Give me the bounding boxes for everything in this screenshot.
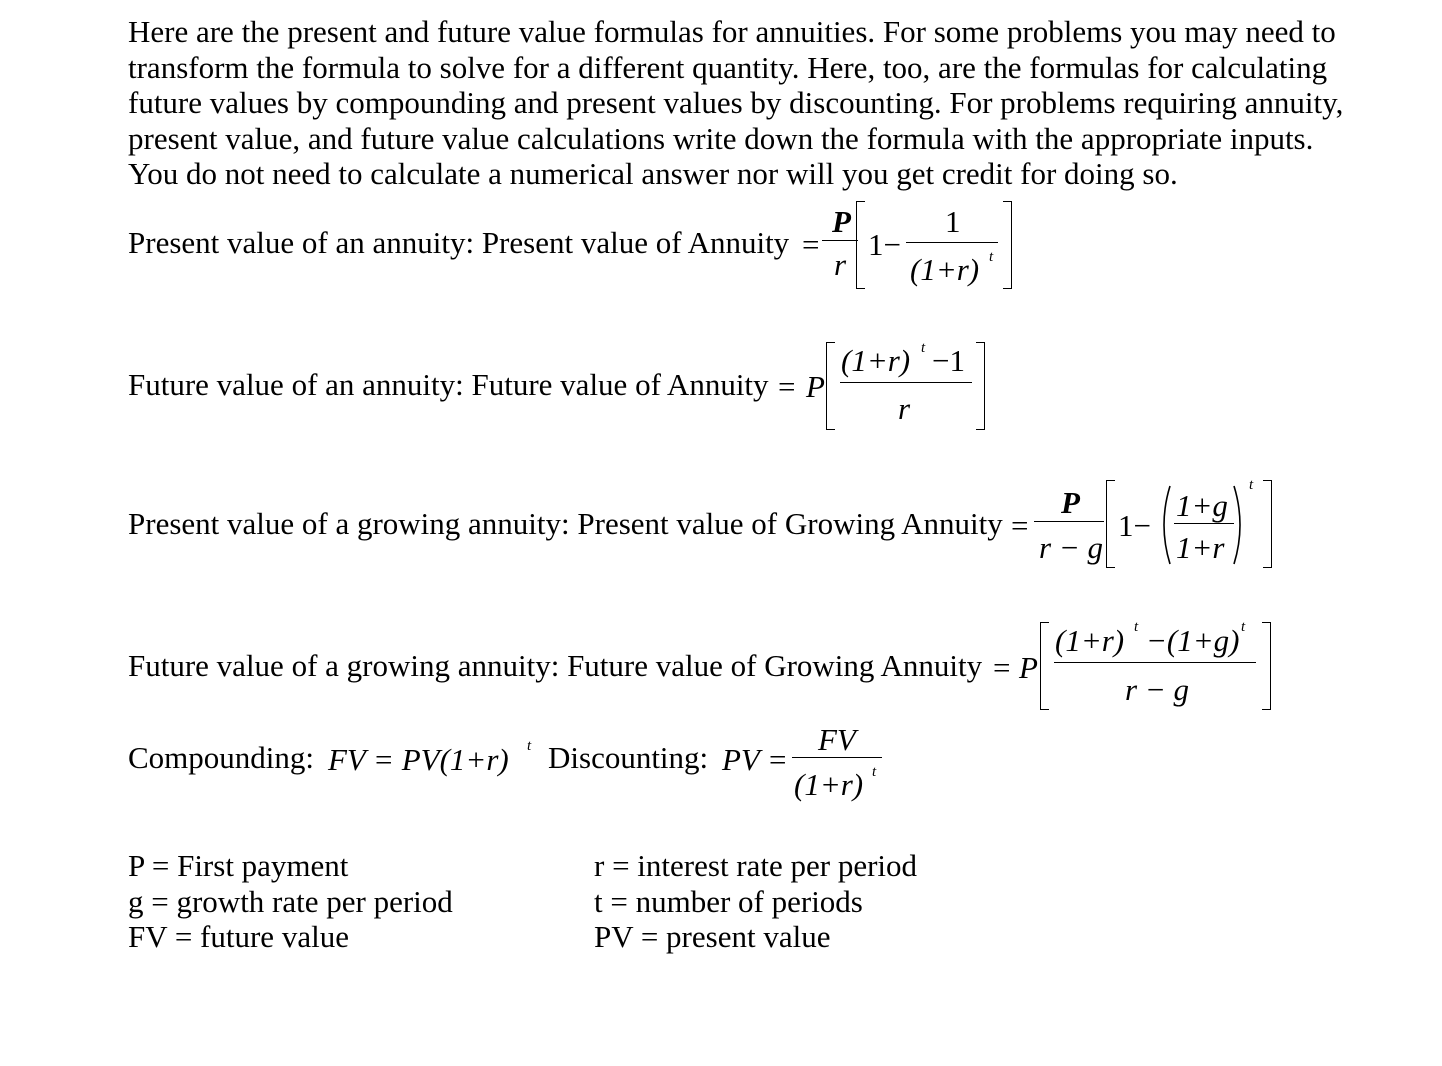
right-paren <box>1232 484 1248 566</box>
fraction-bar <box>840 382 972 383</box>
intro-line: future values by compounding and present values by discounting. For problems requiring annuity, <box>128 85 1344 121</box>
fraction-denominator: r − g <box>1039 530 1103 565</box>
left-bracket <box>856 201 865 289</box>
discounting-denominator: (1+r) <box>794 767 864 802</box>
numerator-base: (1+r) <box>841 343 911 378</box>
intro-line: transform the formula to solve for a different quantity. Here, too, are the formulas for calculating <box>128 49 1328 85</box>
definition-item: PV = present value <box>594 919 831 955</box>
right-bracket <box>1263 480 1272 568</box>
definitions-right <box>594 848 917 955</box>
fraction-bar <box>822 240 858 241</box>
discounting-lhs: PV = <box>722 742 788 777</box>
right-bracket <box>976 342 985 430</box>
intro-paragraph <box>128 14 1388 192</box>
compounding-exponent: t <box>527 738 532 754</box>
fraction-bar <box>1054 662 1256 663</box>
fv-growing-annuity-label: Future value of a growing annuity: Future value of Growing Annuity <box>128 648 983 683</box>
inner-denominator: (1+r) <box>910 252 980 287</box>
discounting-exponent: t <box>872 764 877 780</box>
intro-line: present value, and future value calculations write down the formula with the appropriate inputs. <box>128 120 1314 156</box>
intro-line: You do not need to calculate a numerical answer nor will you get credit for doing so. <box>128 156 1178 192</box>
fraction-numerator: P <box>1061 485 1080 520</box>
definition-item: FV = future value <box>128 919 349 955</box>
pv-annuity-label: Present value of an annuity: Present value of Annuity <box>128 225 790 260</box>
intro-line: Here are the present and future value formulas for annuities. For some problems you may need to <box>128 14 1336 49</box>
fraction-bar <box>1034 521 1104 522</box>
equals-sign: = <box>778 369 796 404</box>
inner-numerator: 1 <box>945 204 961 239</box>
definition-item: P = First payment <box>128 848 349 883</box>
coefficient: P <box>1019 650 1038 685</box>
pv-growing-annuity-label: Present value of a growing annuity: Present value of Growing Annuity <box>128 506 1003 541</box>
discounting-numerator: FV <box>818 722 856 757</box>
inner-numerator: 1+g <box>1176 488 1228 523</box>
numerator-tail: −1 <box>932 343 965 378</box>
right-bracket <box>1262 622 1271 710</box>
inner-fraction-bar <box>1174 523 1234 524</box>
left-bracket <box>1106 480 1115 568</box>
numerator-term-b: −(1+g) <box>1146 623 1240 658</box>
exponent: t <box>1249 477 1254 493</box>
equals-sign: = <box>1011 508 1029 543</box>
right-bracket <box>1003 201 1012 289</box>
fv-annuity-label: Future value of an annuity: Future value of Annuity <box>128 367 769 402</box>
fraction-numerator: P <box>832 204 851 239</box>
left-paren <box>1156 484 1172 566</box>
numerator-term-a: (1+r) <box>1055 623 1125 658</box>
definitions-left <box>128 848 453 955</box>
compounding-expression: FV = PV(1+r) <box>328 742 509 777</box>
exponent: t <box>989 249 994 265</box>
left-bracket <box>826 342 835 430</box>
equals-sign: = <box>993 650 1011 685</box>
fraction-denominator: r <box>834 247 847 282</box>
fraction-bar <box>792 757 882 758</box>
compounding-label: Compounding: <box>128 740 315 775</box>
exponent-b: t <box>1241 619 1246 635</box>
definition-item: r = interest rate per period <box>594 848 918 883</box>
coefficient: P <box>806 369 825 404</box>
denominator: r <box>898 391 911 426</box>
denominator: r − g <box>1125 672 1189 707</box>
one-minus: 1− <box>1118 508 1151 543</box>
exponent: t <box>921 340 926 356</box>
exponent-a: t <box>1134 619 1139 635</box>
discounting-label: Discounting: <box>548 740 709 775</box>
one-minus: 1− <box>868 227 901 262</box>
left-bracket <box>1040 622 1049 710</box>
equals-sign: = <box>802 227 820 262</box>
inner-denominator: 1+r <box>1176 530 1225 565</box>
definition-item: t = number of periods <box>594 883 863 919</box>
definition-item: g = growth rate per period <box>128 883 453 919</box>
inner-fraction-bar <box>906 242 998 243</box>
